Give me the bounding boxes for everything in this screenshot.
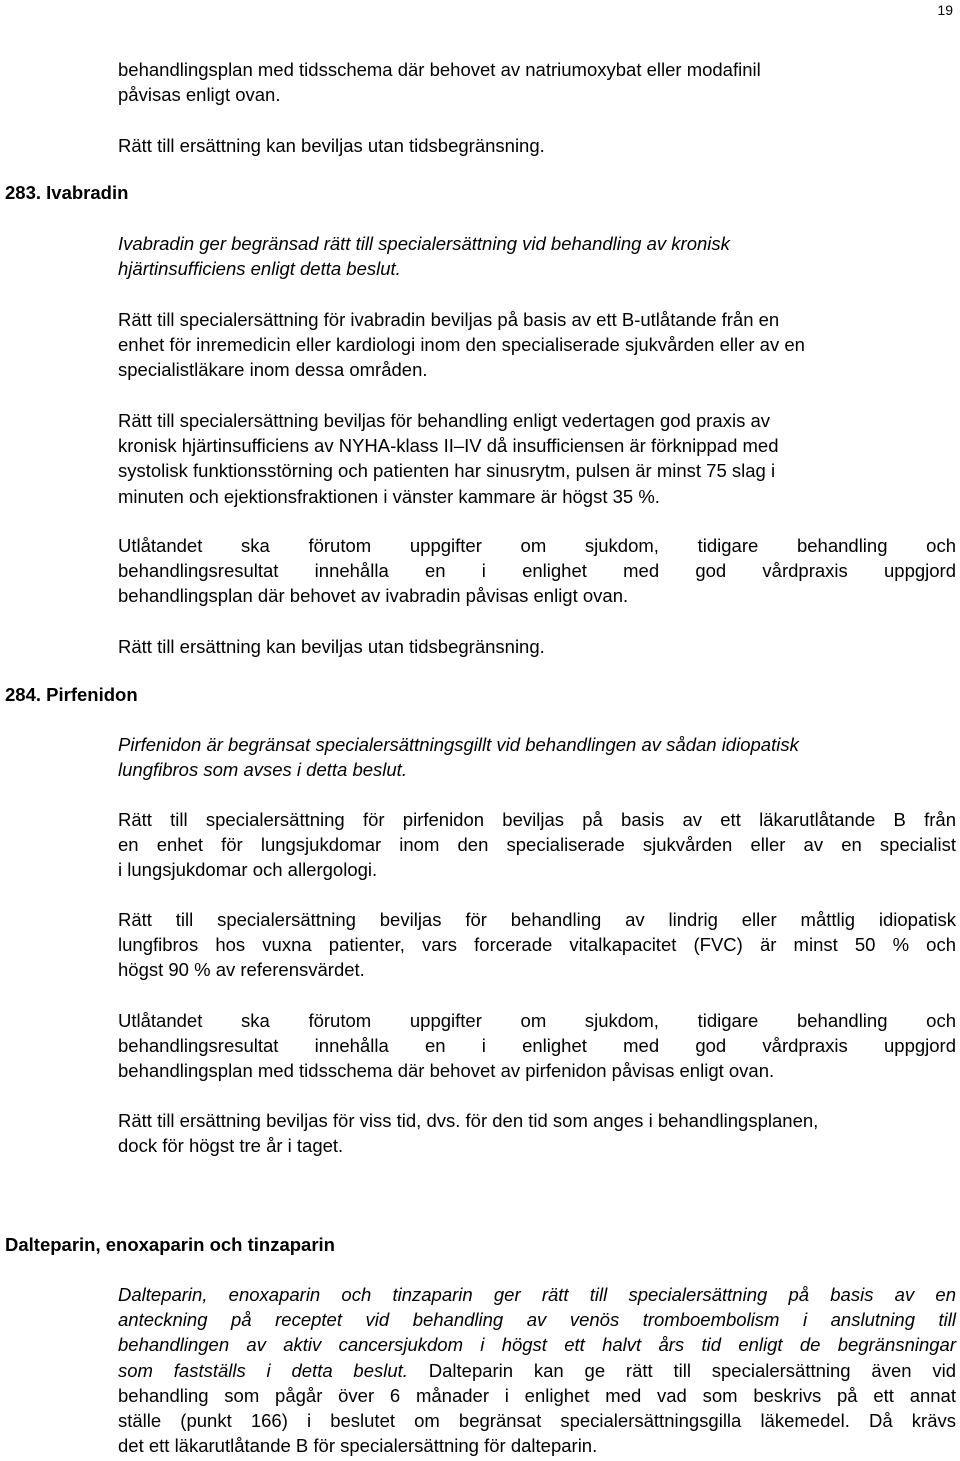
text-line: lungfibros hos vuxna patienter, vars forcerade vitalkapacitet (FVC) är minst 50 % och xyxy=(118,934,956,956)
continuation-paragraph xyxy=(118,57,956,107)
section-284-paragraph-3 xyxy=(118,1008,956,1084)
text-line: enhet för inremedicin eller kardiologi inom den specialiserade sjukvården eller av en xyxy=(118,334,805,356)
text-line: Rätt till ersättning kan beviljas utan tidsbegränsning. xyxy=(118,135,545,156)
section-heading-284: 284. Pirfenidon xyxy=(5,684,138,705)
section-dalteparin-paragraph xyxy=(118,1282,956,1458)
text-line: systolisk funktionsstörning och patienten har sinusrytm, pulsen är minst 75 slag i xyxy=(118,460,776,482)
section-283-paragraph-1 xyxy=(118,307,956,383)
section-284-paragraph-2 xyxy=(118,907,956,983)
text-line: det ett läkarutlåtande B för specialersättning för dalteparin. xyxy=(118,1435,598,1457)
text-line: Rätt till specialersättning beviljas för behandling av lindrig eller måttlig idiopatisk xyxy=(118,909,956,930)
section-heading-dalteparin: Dalteparin, enoxaparin och tinzaparin xyxy=(5,1234,335,1255)
section-284-paragraph-4 xyxy=(118,1108,956,1158)
text-line: specialistläkare inom dessa områden. xyxy=(118,359,428,381)
text-line: behandlingsresultat innehålla en i enlighet med god vårdpraxis uppgjord xyxy=(118,1035,956,1057)
text-line: behandlingen av aktiv cancersjukdom i högst ett halvt års tid enligt de begränsningar xyxy=(118,1334,956,1356)
text-line: Utlåtandet ska förutom uppgifter om sjukdom, tidigare behandling och xyxy=(118,1010,956,1031)
text-line: Rätt till ersättning beviljas för viss tid, dvs. för den tid som anges i behandlingsplanen, xyxy=(118,1110,819,1131)
text-line: hjärtinsufficiens enligt detta beslut. xyxy=(118,258,401,280)
text-line: Rätt till specialersättning för ivabradin beviljas på basis av ett B-utlåtande från en xyxy=(118,309,780,330)
text-line: Utlåtandet ska förutom uppgifter om sjukdom, tidigare behandling och xyxy=(118,535,956,556)
text-line: Ivabradin ger begränsad rätt till specialersättning vid behandling av kronisk xyxy=(118,233,730,254)
text-line: dock för högst tre år i taget. xyxy=(118,1135,344,1157)
text-line: högst 90 % av referensvärdet. xyxy=(118,959,365,981)
text-line: behandlingsresultat innehålla en i enlighet med god vårdpraxis uppgjord xyxy=(118,560,956,582)
text-line: behandlingsplan med tidsschema där behovet av pirfenidon påvisas enligt ovan. xyxy=(118,1060,775,1082)
text-line: i lungsjukdomar och allergologi. xyxy=(118,859,378,881)
page-number: 19 xyxy=(937,2,953,18)
text-line: Dalteparin, enoxaparin och tinzaparin ger rätt till specialersättning på basis av en xyxy=(118,1284,956,1305)
text-line: kronisk hjärtinsufficiens av NYHA-klass II–IV då insufficiensen är förknippad med xyxy=(118,435,779,457)
text-line: anteckning på receptet vid behandling av venös tromboembolism i anslutning till xyxy=(118,1309,956,1331)
text-line: minuten och ejektionsfraktionen i vänster kammare är högst 35 %. xyxy=(118,485,660,507)
text-line: påvisas enligt ovan. xyxy=(118,84,281,106)
italic-text-segment: som fastställs i detta beslut. xyxy=(118,1359,408,1381)
text-line: behandling som pågår över 6 månader i enlighet med vad som beskrivs på ett annat xyxy=(118,1384,956,1406)
regular-text-segment: Dalteparin kan ge rätt till specialersättning även vid xyxy=(407,1359,956,1381)
text-line: ställe (punkt 166) i beslutet om begränsat specialersättningsgilla läkemedel. Då krävs xyxy=(118,1410,956,1432)
text-line: Pirfenidon är begränsat specialersättningsgillt vid behandlingen av sådan idiopatisk xyxy=(118,734,799,755)
reimbursement-paragraph xyxy=(118,133,956,158)
section-284-intro xyxy=(118,732,956,782)
section-heading-283: 283. Ivabradin xyxy=(5,182,129,203)
section-283-reimbursement xyxy=(118,634,956,659)
text-line: Rätt till specialersättning beviljas för behandling enligt vedertagen god praxis av xyxy=(118,410,770,431)
text-line: lungfibros som avses i detta beslut. xyxy=(118,759,407,781)
mixed-text-line xyxy=(118,1358,956,1383)
section-283-intro xyxy=(118,231,956,281)
section-283-paragraph-2 xyxy=(118,408,956,509)
text-line: en enhet för lungsjukdomar inom den specialiserade sjukvården eller av en specialist xyxy=(118,834,956,856)
section-284-paragraph-1 xyxy=(118,807,956,883)
text-line: Rätt till ersättning kan beviljas utan tidsbegränsning. xyxy=(118,636,545,657)
text-line: behandlingsplan med tidsschema där behovet av natriumoxybat eller modafinil xyxy=(118,59,761,80)
text-line: behandlingsplan där behovet av ivabradin påvisas enligt ovan. xyxy=(118,585,629,607)
text-line: Rätt till specialersättning för pirfenidon beviljas på basis av ett läkarutlåtande B från xyxy=(118,809,956,830)
section-283-paragraph-3 xyxy=(118,533,956,609)
